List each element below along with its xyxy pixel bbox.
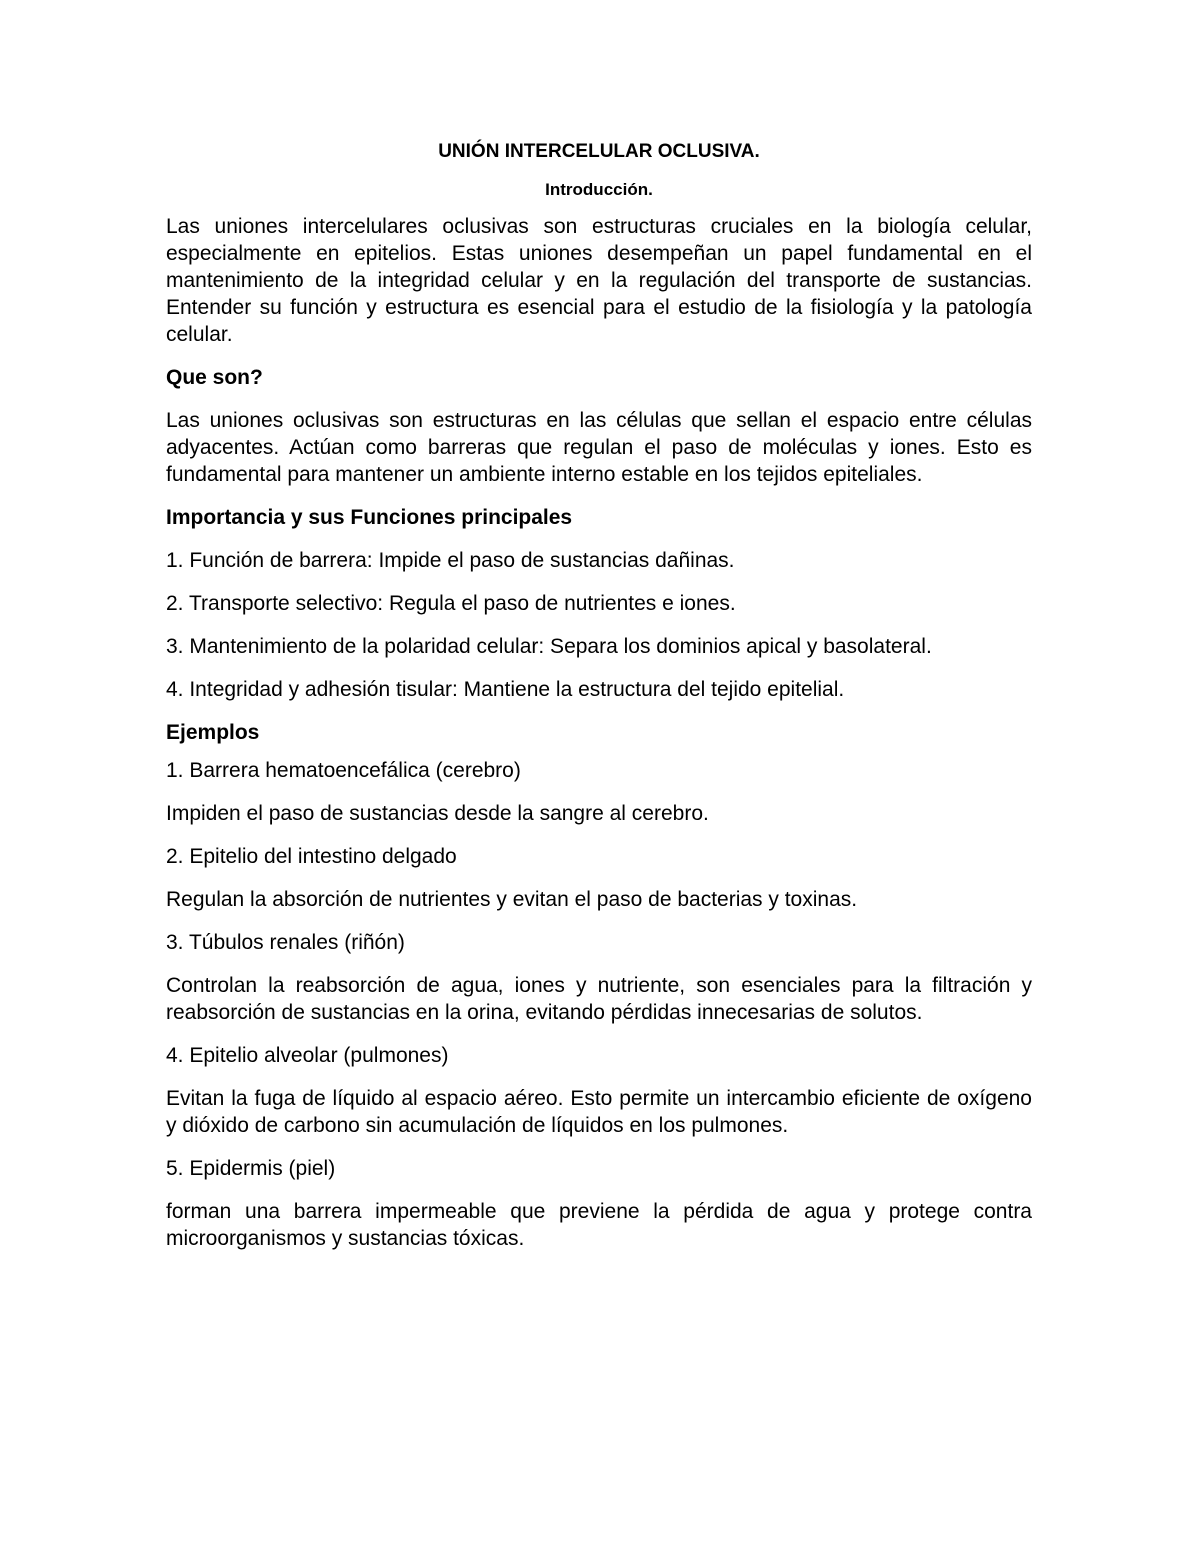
function-item: 2. Transporte selectivo: Regula el paso de nutrientes e iones. [166,592,736,615]
examples-heading: Ejemplos [166,721,260,744]
example-description: forman una barrera impermeable que previene la pérdida de agua y protege contra microorganismos y sustancias tóxicas. [166,1200,1032,1250]
what-heading: Que son? [166,366,263,389]
intro-paragraph: Las uniones intercelulares oclusivas son estructuras cruciales en la biología celular, especialmente en epitelios. Estas uniones desempeñan un papel fundamental en el mantenimiento de la integridad celular y en la regulación del transporte de sustancias. Entender su función y estructura es esencial para el estudio de la fisiología y la patología celular. [166,215,1032,346]
example-title: 1. Barrera hematoencefálica (cerebro) [166,759,521,782]
example-title: 5. Epidermis (piel) [166,1157,336,1180]
intro-heading: Introducción. [545,180,653,199]
example-description: Regulan la absorción de nutrientes y evitan el paso de bacterias y toxinas. [166,888,858,911]
example-title: 3. Túbulos renales (riñón) [166,931,405,954]
functions-heading: Importancia y sus Funciones principales [166,506,573,529]
example-description: Impiden el paso de sustancias desde la sangre al cerebro. [166,802,709,825]
example-title: 4. Epitelio alveolar (pulmones) [166,1044,449,1067]
example-description: Controlan la reabsorción de agua, iones y nutriente, son esenciales para la filtración y reabsorción de sustancias en la orina, evitando pérdidas innecesarias de solutos. [166,974,1032,1024]
function-item: 1. Función de barrera: Impide el paso de sustancias dañinas. [166,549,735,572]
document-page [166,138,1032,1268]
example-title: 2. Epitelio del intestino delgado [166,845,457,868]
what-paragraph: Las uniones oclusivas son estructuras en las células que sellan el espacio entre células adyacentes. Actúan como barreras que regulan el paso de moléculas y iones. Esto es fundamental para mantener un ambiente interno estable en los tejidos epiteliales. [166,409,1032,486]
function-item: 4. Integridad y adhesión tisular: Mantiene la estructura del tejido epitelial. [166,678,845,701]
example-description: Evitan la fuga de líquido al espacio aéreo. Esto permite un intercambio eficiente de oxígeno y dióxido de carbono sin acumulación de líquidos en los pulmones. [166,1087,1032,1137]
document-title: UNIÓN INTERCELULAR OCLUSIVA. [438,141,760,162]
function-item: 3. Mantenimiento de la polaridad celular: Separa los dominios apical y basolateral. [166,635,932,658]
